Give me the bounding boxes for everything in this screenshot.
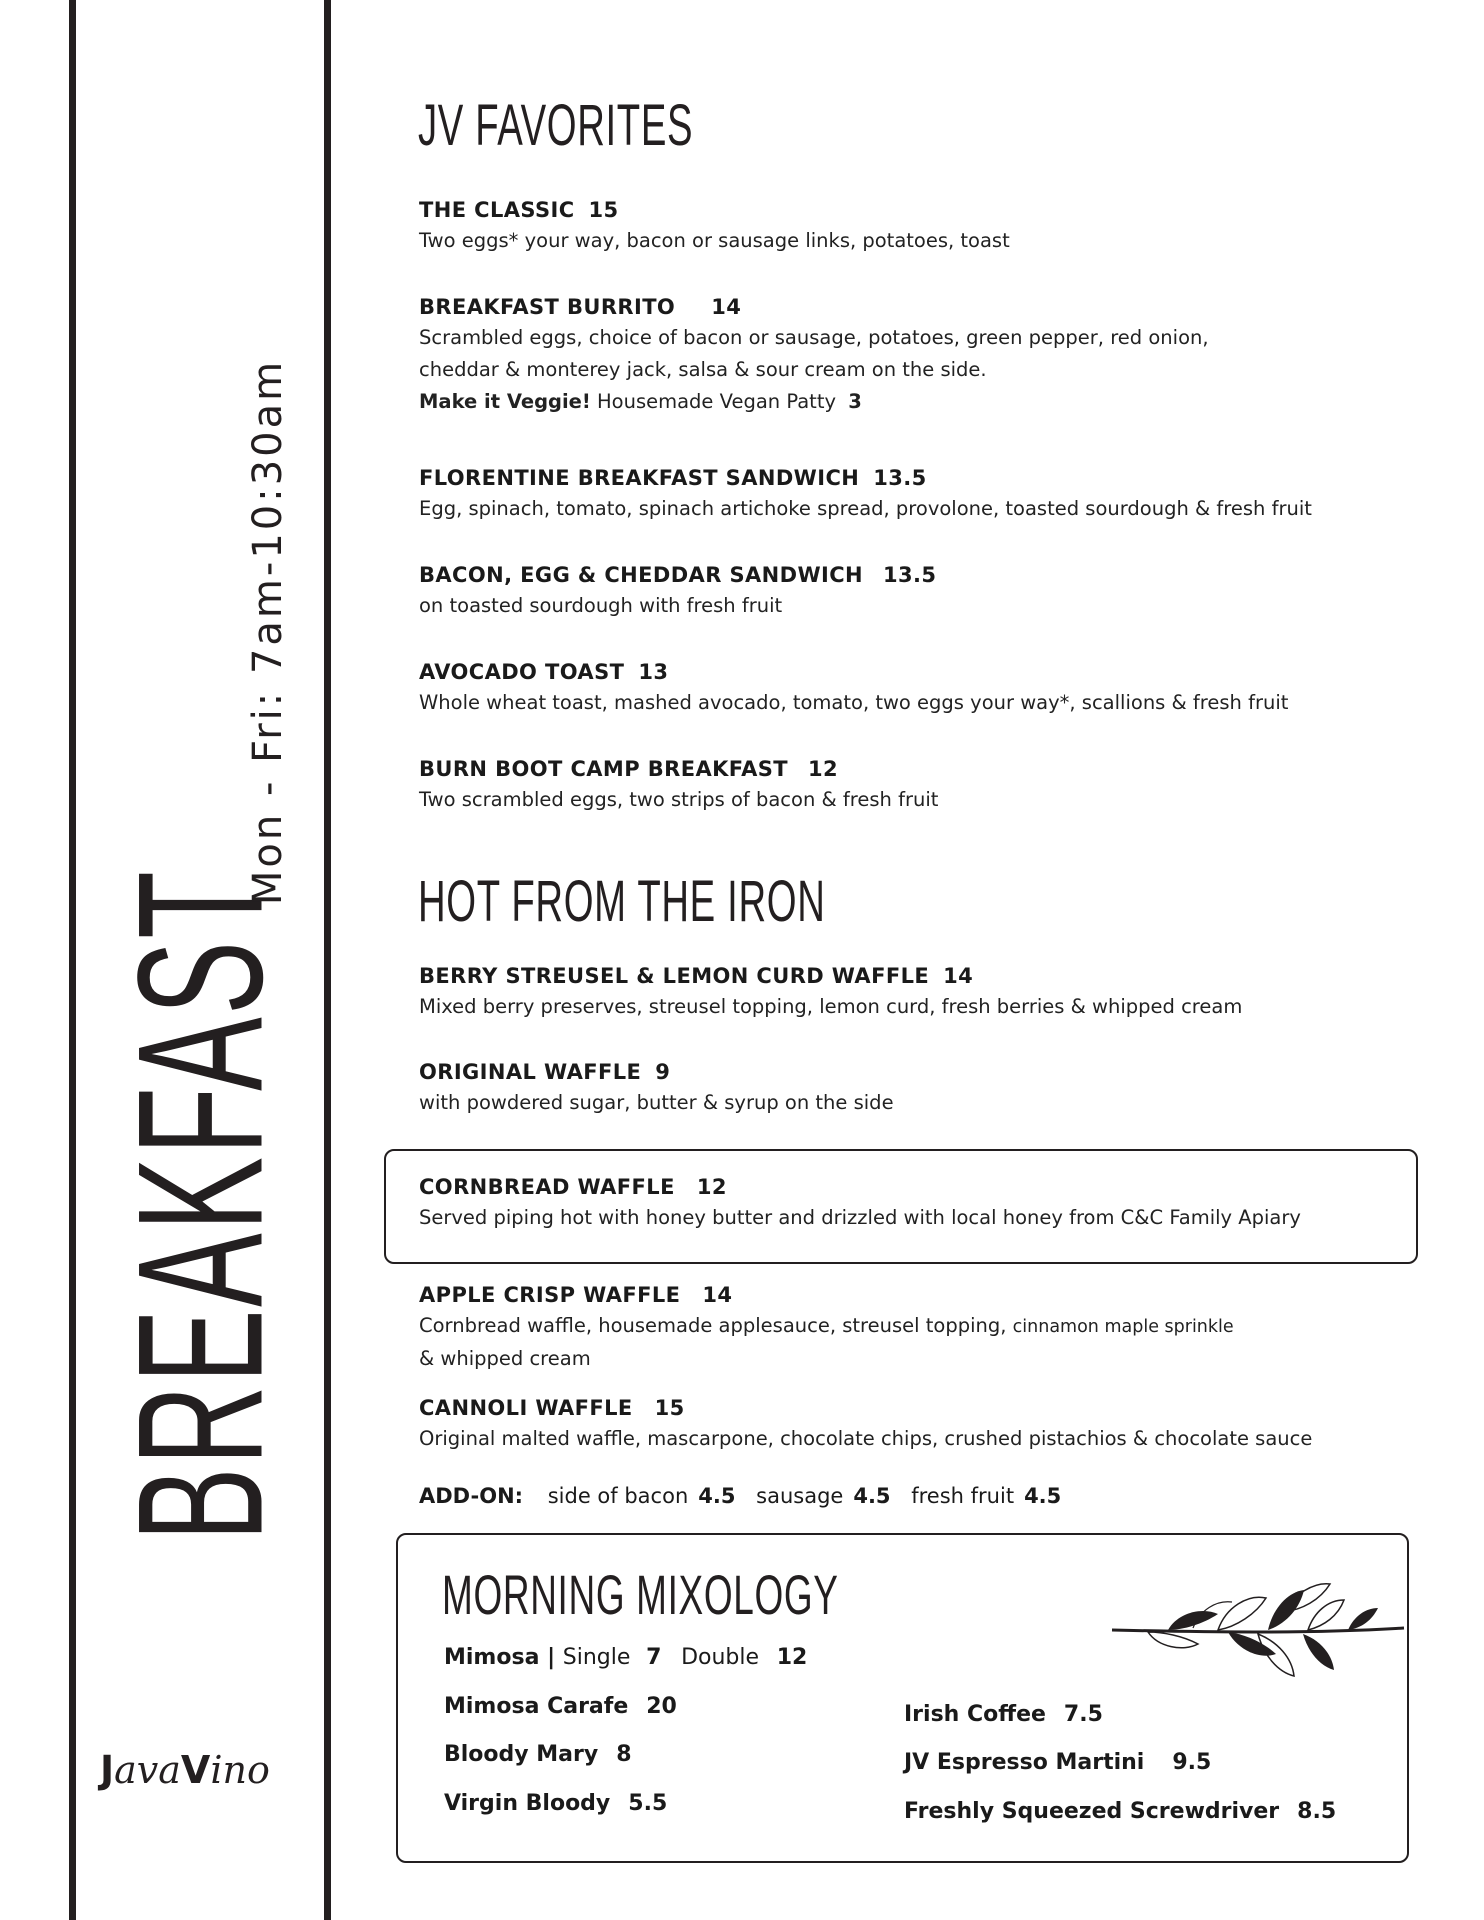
menu-item (419, 466, 1419, 525)
item-name: THE CLASSIC (419, 198, 575, 222)
item-name: BURN BOOT CAMP BREAKFAST (419, 757, 789, 781)
addon-name: fresh fruit (911, 1484, 1015, 1508)
menu-title: BREAKFAST (100, 868, 300, 1542)
drink-name: Mimosa | (444, 1645, 556, 1670)
item-description: Mixed berry preserves, streusel topping, lemon curd, fresh berries & whipped cream (419, 995, 1243, 1018)
menu-item (419, 660, 1419, 719)
section-heading-iron: HOT FROM THE IRON (418, 869, 826, 934)
section-heading-favorites: JV FAVORITES (418, 93, 694, 158)
drink-price: 5.5 (628, 1791, 668, 1816)
item-name: CANNOLI WAFFLE (419, 1396, 633, 1420)
veggie-option (419, 386, 1419, 418)
item-price: 15 (654, 1396, 685, 1420)
addon-line (419, 1484, 1075, 1508)
drink-item (904, 1750, 1211, 1775)
drink-name: Mimosa Carafe (444, 1694, 629, 1719)
item-description: with powdered sugar, butter & syrup on the side (419, 1091, 894, 1114)
olive-branch-icon (1108, 1572, 1408, 1682)
javavino-logo: JavaVino (100, 1748, 270, 1792)
item-price: 13 (638, 660, 669, 684)
item-description: Egg, spinach, tomato, spinach artichoke spread, provolone, toasted sourdough & fresh fruit (419, 497, 1312, 520)
item-description: on toasted sourdough with fresh fruit (419, 594, 783, 617)
drink-name: Irish Coffee (904, 1702, 1046, 1727)
item-description-line2: cheddar & monterey jack, salsa & sour cream on the side. (419, 358, 987, 381)
menu-item (419, 1396, 1419, 1455)
item-description: Cornbread waffle, housemade applesauce, streusel topping, (419, 1314, 1007, 1337)
item-name: CORNBREAD WAFFLE (419, 1175, 675, 1199)
item-price: 9 (655, 1060, 671, 1084)
menu-item-featured (419, 1175, 1419, 1234)
veggie-price: 3 (848, 390, 862, 413)
item-name: FLORENTINE BREAKFAST SANDWICH (419, 466, 860, 490)
item-price: 14 (943, 964, 974, 988)
addon-price: 4.5 (1024, 1484, 1062, 1508)
item-description: Two scrambled eggs, two strips of bacon & fresh fruit (419, 788, 939, 811)
drink-item (904, 1702, 1103, 1727)
drink-option: Double (681, 1645, 760, 1670)
menu-item (419, 563, 1419, 622)
addon-label: ADD-ON: (419, 1484, 524, 1508)
item-name: BERRY STREUSEL & LEMON CURD WAFFLE (419, 964, 930, 988)
item-description: Two eggs* your way, bacon or sausage links, potatoes, toast (419, 229, 1010, 252)
drink-name: Freshly Squeezed Screwdriver (904, 1799, 1280, 1824)
item-price: 12 (808, 757, 839, 781)
drink-price: 12 (776, 1645, 808, 1670)
drink-name: Virgin Bloody (444, 1791, 611, 1816)
drink-price: 20 (646, 1694, 677, 1719)
item-price: 12 (696, 1175, 727, 1199)
menu-item (419, 198, 1419, 257)
item-price: 15 (588, 198, 619, 222)
drink-name: JV Espresso Martini (904, 1750, 1145, 1775)
item-description: Original malted waffle, mascarpone, chocolate chips, crushed pistachios & chocolate sauce (419, 1427, 1313, 1450)
section-heading-mixology: MORNING MIXOLOGY (442, 1563, 839, 1626)
menu-item (419, 1060, 1419, 1119)
item-name: BACON, EGG & CHEDDAR SANDWICH (419, 563, 864, 587)
hours-text: Mon - Fri: 7am-10:30am (245, 358, 291, 906)
drink-item (904, 1799, 1336, 1824)
menu-item (419, 1283, 1419, 1375)
drink-item (444, 1645, 807, 1670)
menu-item (419, 964, 1419, 1023)
item-description: Scrambled eggs, choice of bacon or sausage, potatoes, green pepper, red onion, (419, 326, 1209, 349)
drink-price: 8.5 (1297, 1799, 1337, 1824)
drink-price: 7 (646, 1645, 662, 1670)
item-price: 14 (711, 295, 742, 319)
item-price: 13.5 (883, 563, 937, 587)
item-price: 14 (702, 1283, 733, 1307)
sidebar-right-rule (324, 0, 331, 1920)
drink-price: 8 (616, 1742, 632, 1767)
drink-option: Single (562, 1645, 631, 1670)
veggie-label: Make it Veggie! (419, 390, 591, 413)
item-description-small: cinnamon maple sprinkle (1012, 1317, 1234, 1337)
item-name: BREAKFAST BURRITO (419, 295, 676, 319)
menu-item (419, 295, 1419, 418)
drink-price: 7.5 (1063, 1702, 1103, 1727)
addon-name: side of bacon (547, 1484, 689, 1508)
item-description-line2: & whipped cream (419, 1347, 591, 1370)
drink-item (444, 1742, 632, 1767)
item-name: AVOCADO TOAST (419, 660, 625, 684)
addon-price: 4.5 (853, 1484, 891, 1508)
menu-item (419, 757, 1419, 816)
drink-price: 9.5 (1172, 1750, 1212, 1775)
item-price: 13.5 (873, 466, 927, 490)
item-description: Served piping hot with honey butter and drizzled with local honey from C&C Family Apiary (419, 1206, 1301, 1229)
drink-item (444, 1791, 667, 1816)
item-name: APPLE CRISP WAFFLE (419, 1283, 681, 1307)
addon-name: sausage (756, 1484, 844, 1508)
sidebar-left-rule (69, 0, 76, 1920)
item-description: Whole wheat toast, mashed avocado, tomato, two eggs your way*, scallions & fresh fruit (419, 691, 1289, 714)
addon-price: 4.5 (698, 1484, 736, 1508)
drink-name: Bloody Mary (444, 1742, 599, 1767)
drink-item (444, 1694, 677, 1719)
item-name: ORIGINAL WAFFLE (419, 1060, 642, 1084)
veggie-text: Housemade Vegan Patty (597, 390, 836, 413)
